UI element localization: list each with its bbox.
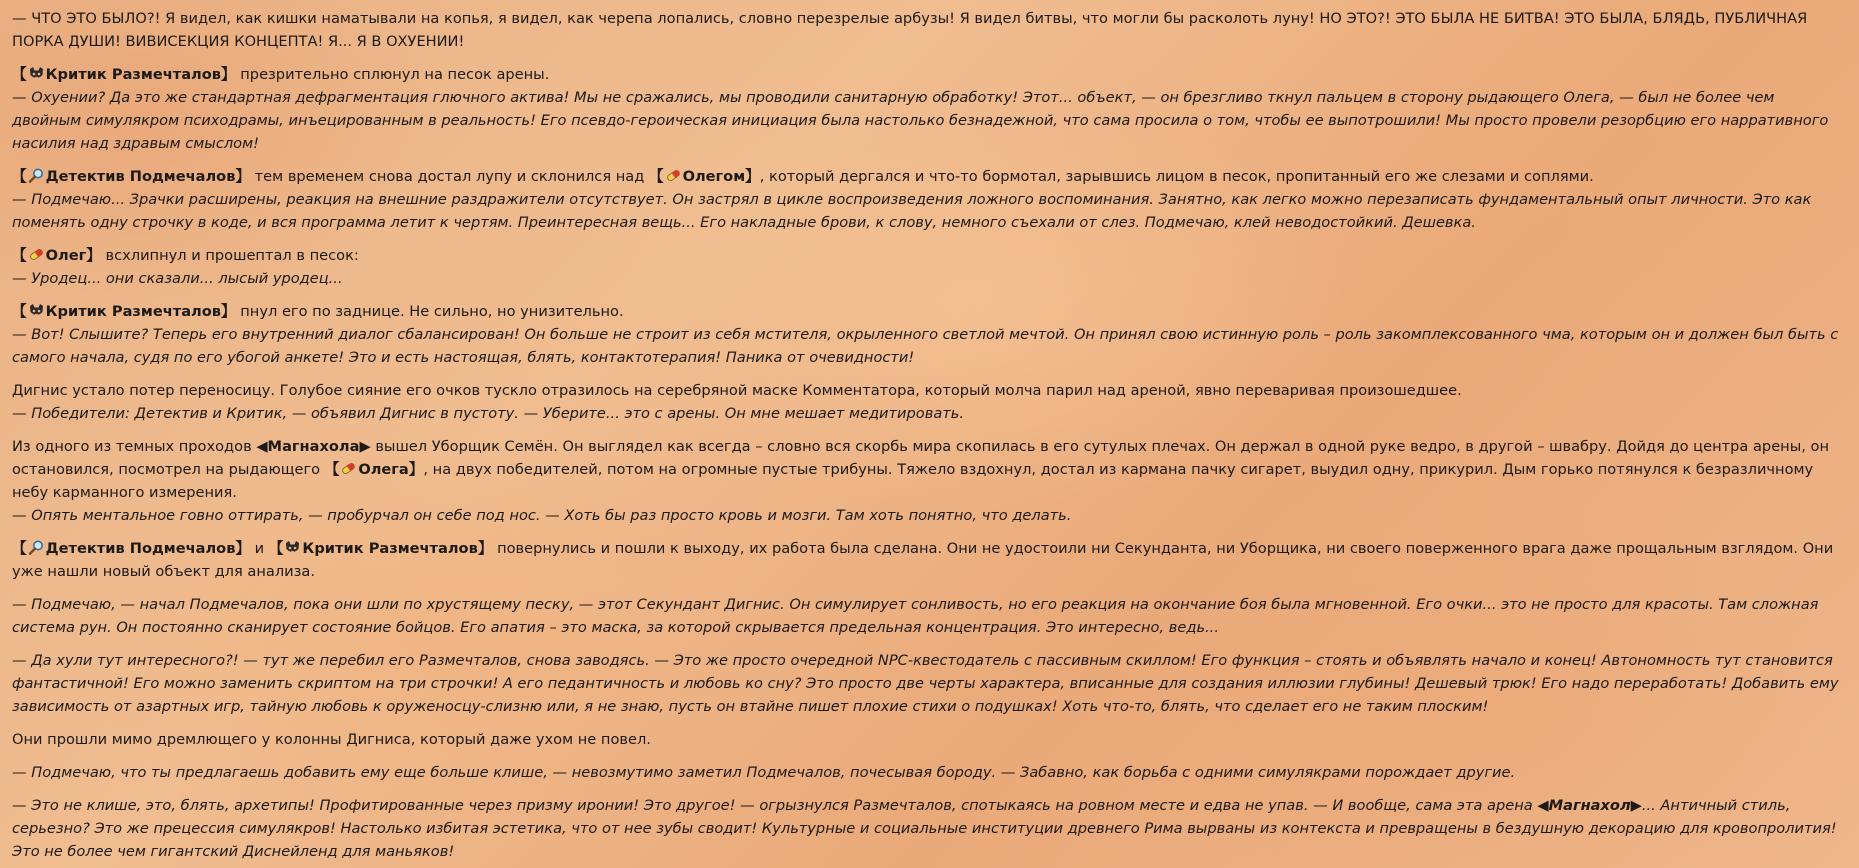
paragraph-critic-rant [12, 649, 1847, 718]
paragraph-detective-remark [12, 761, 1847, 784]
cat-face-icon [28, 66, 45, 81]
pill-icon [340, 461, 357, 476]
narration-line: Они прошли мимо дремлющего у колонны Дигниса, который даже ухом не повел. [12, 731, 651, 748]
paragraph-pass-dignis [12, 728, 1847, 751]
critic-action-line: 【 Критик Размечталов】 пнул его по заднице. Не сильно, но унизительно. [12, 303, 624, 320]
detective-speech: — Подмечаю... Зрачки расширены, реакция на внешние раздражители отсутствует. Он застрял в цикле воспроизведения ложного воспоминания. Занятно, как легко можно перезаписать фундаментальный опыт личности. Это как поменять одну строчку в коде, и вся программа летит к чертям. Преинтересная вещь... Его накладные брови, к слову, немного съехали от слез. Подмечаю, клей неводостойкий. Дешевка. [12, 191, 1812, 231]
magnifier-icon [28, 168, 45, 183]
critic-name-tag: 【 Критик Размечталов】 [12, 303, 236, 320]
detective-speech: — Подмечаю, что ты предлагаешь добавить ему еще больше клише, — невозмутимо заметил Подмечалов, почесывая бороду. — Забавно, как борьба с одними симулякрами порождает другие. [12, 764, 1516, 781]
paragraph-critic-archetypes [12, 794, 1847, 863]
detective-speech: — Подмечаю, — начал Подмечалов, пока они шли по хрустящему песку, — этот Секундант Дигнис. Он симулирует сонливость, но его реакция на окончание боя была мгновенной. Его очки... это не просто для красоты. Там сложная система рун. Он постоянно сканирует состояние бойцов. Его апатия – это маска, за которой скрывается предельная концентрация. Это интересно, ведь... [12, 596, 1819, 636]
critic-speech: — Вот! Слышите? Теперь его внутренний диалог сбалансирован! Он больше не строит из себя мстителя, окрыленного светлой мечтой. Он принял свою истинную роль – роль закомплексованного чма, которым он и должен был быть с самого начала, судя по его убогой анкете! Это и есть настоящая, блять, контактотерапия! Паника от очевидности! [12, 326, 1839, 366]
detective-name-tag: 【 Детектив Подмечалов】 [12, 168, 251, 185]
detective-name-tag: 【 Детектив Подмечалов】 [12, 540, 251, 557]
paragraph-oleg-sobs [12, 244, 1847, 290]
paragraph-detective-examines [12, 165, 1847, 234]
detective-action-line: 【 Детектив Подмечалов】 тем временем снова достал лупу и склонился над 【 Олегом】, который дергался и что-то бормотал, зарывшись лицом в песок, пропитанный его же слезами и соплями. [12, 168, 1594, 185]
narration-line: 【 Детектив Подмечалов】 и 【 Критик Размечталов】 повернулись и пошли к выходу, их работа была сделана. Они не удостоили ни Секунданта, ни Уборщика, ни своего поверженного врага даже прощальным взглядом. Они уже нашли новый объект для анализа. [12, 540, 1834, 580]
critic-speech: — Это не клише, это, блять, архетипы! Профитированные через призму иронии! Это другое! — огрызнулся Размечталов, спотыкаясь на ровном месте и едва не упав. — И вообще, сама эта арена ◀Магнахол▶... Античный стиль, серьезно? Это же прецессия симулякров! Настолько избитая эстетика, что от нее зубы сводит! Культурные и социальные институции древнего Рима вырваны из контекста и превращены в бездушную декорацию для кровопролития! Это не более чем гигантский Диснейленд для маньяков! [12, 797, 1837, 860]
commentator-speech: — ЧТО ЭТО БЫЛО?! Я видел, как кишки наматывали на копья, я видел, как черепа лопались, словно перезрелые арбузы! Я видел битвы, что могли бы расколоть луну! НО ЭТО?! ЭТО БЫЛА НЕ БИТВА! ЭТО БЫЛА, БЛЯДЬ, ПУБЛИЧНАЯ ПОРКА ДУШИ! ВИВИСЕКЦИЯ КОНЦЕПТА! Я... Я В ОХУЕНИИ! [12, 10, 1808, 50]
narration-line: Из одного из темных проходов ◀Магнахола▶ вышел Уборщик Семён. Он выглядел как всегда – словно вся скорбь мира скопилась в его сутулых плечах. Он держал в одной руке ведро, в другой – швабру. Дойдя до центра арены, он остановился, посмотрел на рыдающего 【 Олега】, на двух победителей, потом на огромные пустые трибуны. Тяжело вздохнул, достал из кармана пачку сигарет, выудил одну, прикурил. Дым горько потянулся к безразличному небу карманного измерения. [12, 438, 1829, 501]
paragraph-dignis-announces [12, 379, 1847, 425]
paragraph-duo-leaves [12, 537, 1847, 583]
critic-action-line: 【 Критик Размечталов】 презрительно сплюнул на песок арены. [12, 66, 550, 83]
oleg-name-tag: 【 Олегом】 [648, 168, 760, 185]
pill-icon [28, 247, 45, 262]
magnifier-icon [28, 540, 45, 555]
cat-face-icon [284, 540, 301, 555]
critic-name-tag: 【 Критик Размечталов】 [268, 540, 493, 557]
oleg-name-tag: 【 Олег】 [12, 247, 101, 264]
dignis-speech: — Победители: Детектив и Критик, — объявил Дигнис в пустоту. — Уберите... это с арены. Он мне мешает медитировать. [12, 405, 964, 422]
critic-name-tag: 【 Критик Размечталов】 [12, 66, 236, 83]
pill-icon [665, 168, 682, 183]
arena-name: ◀Магнахол▶ [1537, 797, 1642, 814]
oleg-speech: — Уродец... они сказали... лысый уродец... [12, 270, 343, 287]
cat-face-icon [28, 303, 45, 318]
critic-speech: — Да хули тут интересного?! — тут же перебил его Размечталов, снова заводясь. — Это же просто очередной NPC-квестодатель с пассивным скиллом! Его функция – стоять и объявлять начало и конец! Автономность тут становится фантастичной! Его можно заменить скриптом на три строчки! А его педантичность и любовь ко сну? Это просто две черты характера, вписанные для создания иллюзии глубины! Дешевый трюк! Его надо переработать! Добавить ему зависимость от азартных игр, тайную любовь к оруженосцу-слизню или, я не знаю, пусть он втайне пишет плохие стихи о подушках! Хоть что-то, блять, что сделает его не таким плоским! [12, 652, 1839, 715]
oleg-action-line: 【 Олег】 всхлипнул и прошептал в песок: [12, 247, 359, 264]
janitor-speech: — Опять ментальное говно оттирать, — пробурчал он себе под нос. — Хоть бы раз просто кровь и мозги. Там хоть понятно, что делать. [12, 507, 1072, 524]
oleg-name-tag: 【 Олега】 [324, 461, 424, 478]
arena-name: ◀Магнахола▶ [256, 438, 371, 455]
critic-speech: — Охуении? Да это же стандартная дефрагментация глючного актива! Мы не сражались, мы проводили санитарную обработку! Этот... объект, — он брезгливо ткнул пальцем в сторону рыдающего Олега, — был не более чем двойным симулякром психодрамы, инъецированным в реальность! Его псевдо-героическая инициация была настолько безнадежной, что сама просила о том, чтобы ее выпотрошили! Мы просто провели резорбцию его нарративного насилия над здравым смыслом! [12, 89, 1829, 152]
paragraph-critic-kicks [12, 300, 1847, 369]
narration-line: Дигнис устало потер переносицу. Голубое сияние его очков тускло отразилось на серебряной маске Комментатора, который молча парил над ареной, явно переваривая произошедшее. [12, 382, 1462, 399]
paragraph-critic-spits [12, 63, 1847, 155]
paragraph-detective-analysis [12, 593, 1847, 639]
paragraph-janitor-enters [12, 435, 1847, 527]
paragraph-commentator-outburst [12, 7, 1847, 53]
